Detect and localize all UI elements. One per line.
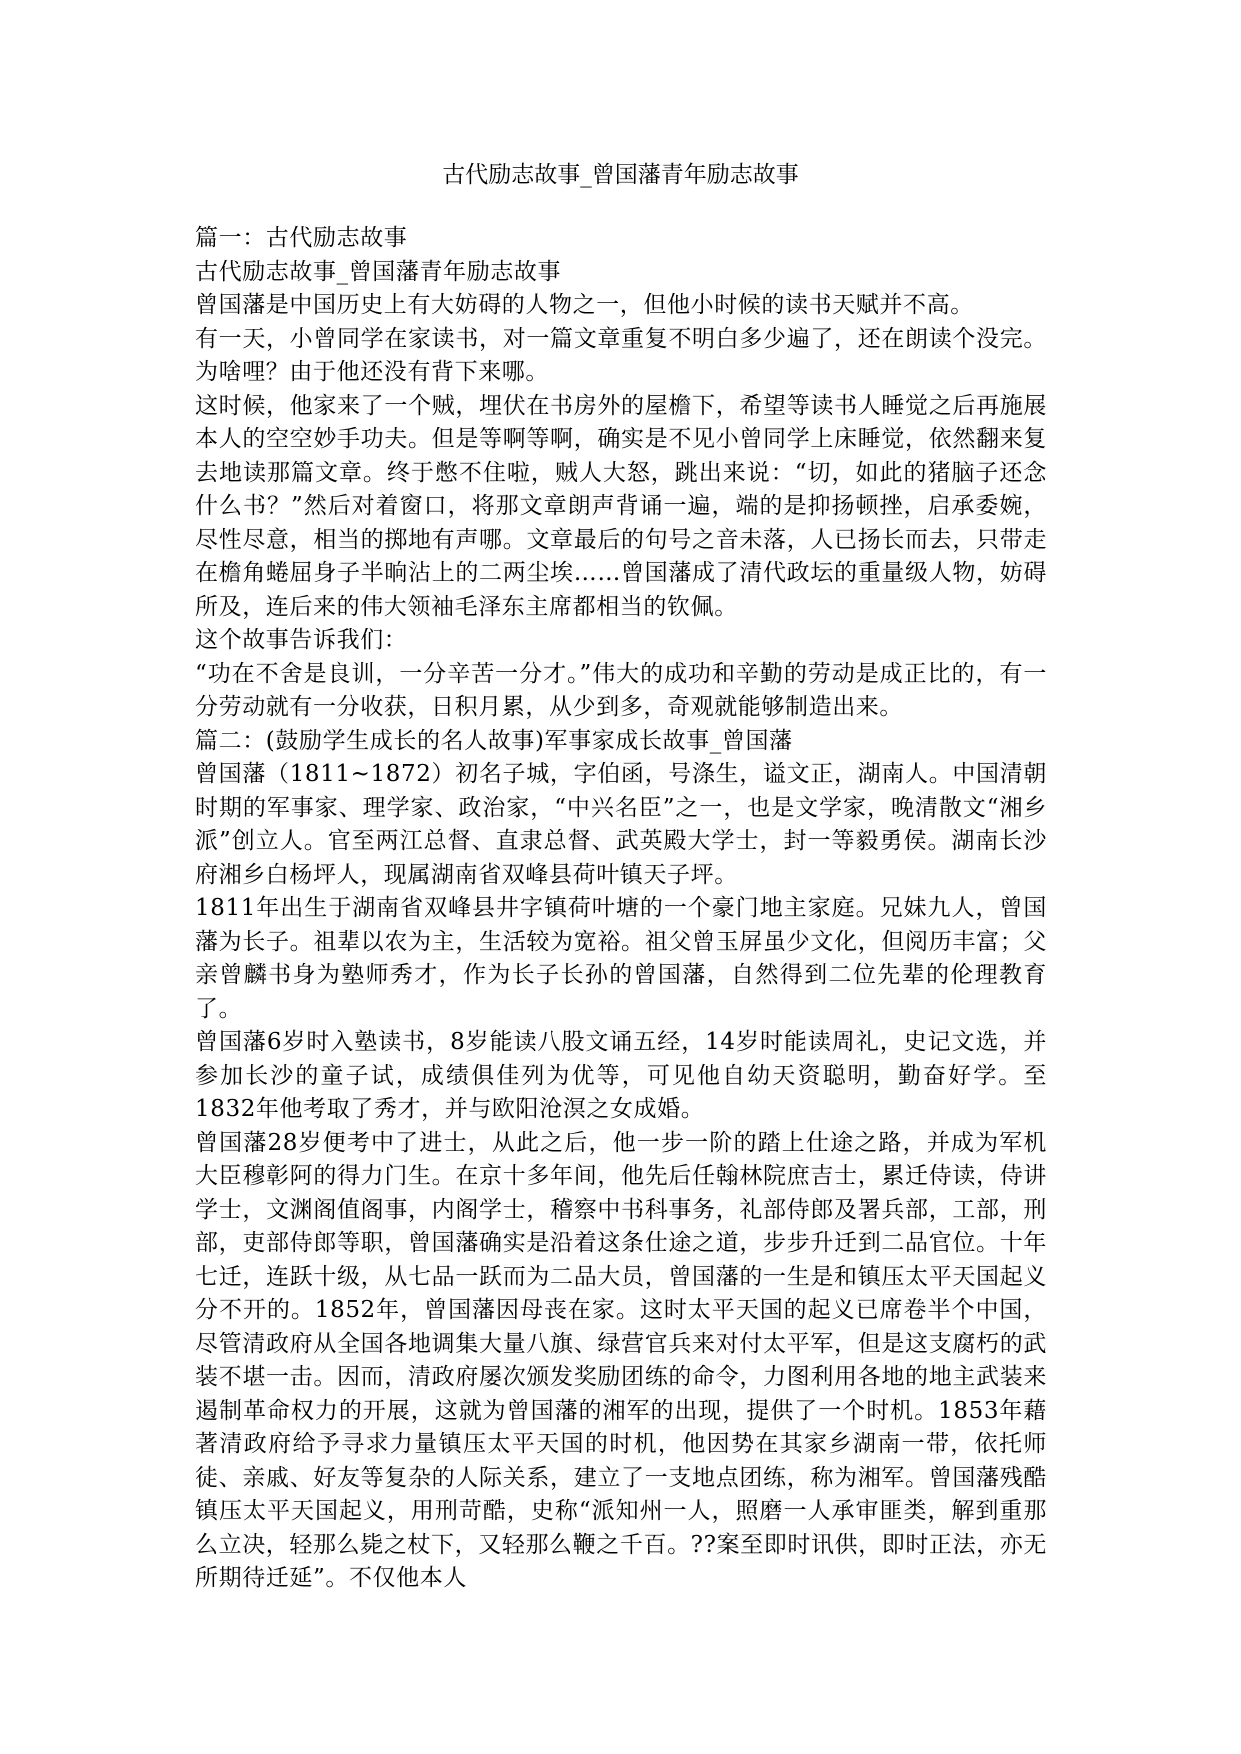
paragraph: 曾国藩28岁便考中了进士，从此之后，他一步一阶的踏上仕途之路，并成为军机大臣穆彰阿的得力门生。在京十多年间，他先后任翰林院庶吉士，累迁侍读，侍讲学士，文渊阁值阁事，内阁学士，稽察中书科事务，礼部侍郎及署兵部，工部，刑部，吏部侍郎等职，曾国藩确实是沿着这条仕途之道，步步升迁到二品官位。十年七迁，连跃十级，从七品一跃而为二品大员，曾国藩的一生是和镇压太平天国起义分不开的。1852年，曾国藩因母丧在家。这时太平天国的起义已席卷半个中国，尽管清政府从全国各地调集大量八旗、绿营官兵来对付太平军，但是这支腐朽的武装不堪一击。因而，清政府屡次颁发奖励团练的命令，力图利用各地的地主武装来遏制革命权力的开展，这就为曾国藩的湘军的出现，提供了一个时机。1853年藉著清政府给予寻求力量镇压太平天国的时机，他因势在其家乡湖南一带，依托师徒、亲戚、好友等复杂的人际关系，建立了一支地点团练，称为湘军。曾国藩残酷镇压太平天国起义，用刑苛酷，史称“派知州一人，照磨一人承审匪类，解到重那么立决，轻那么毙之杖下，又轻那么鞭之千百。??案至即时讯供，即时正法，亦无所期待迁延”。不仅他本人 bbox=[195, 1129, 1047, 1591]
paragraph: 这时候，他家来了一个贼，埋伏在书房外的屋檐下，希望等读书人睡觉之后再施展本人的空空妙手功夫。但是等啊等啊，确实是不见小曾同学上床睡觉，依然翻来复去地读那篇文章。终于憋不住啦，贼人大怒，跳出来说：“切，如此的猪脑子还念什么书？”然后对着窗口，将那文章朗声背诵一遍，端的是抑扬顿挫，启承委婉，尽性尽意，相当的掷地有声哪。文章最后的句号之音未落，人已扬长而去，只带走在檐角蜷屈身子半晌沾上的二两尘埃……曾国藩成了清代政坛的重量级人物，妨碍所及，连后来的伟大领袖毛泽东主席都相当的钦佩。 bbox=[195, 392, 1047, 620]
section-subtitle: 古代励志故事_曾国藩青年励志故事 bbox=[195, 258, 562, 285]
section-heading-1: 篇一：古代励志故事 bbox=[195, 225, 408, 251]
document-body bbox=[195, 222, 1047, 1596]
paragraph: 曾国藩6岁时入塾读书，8岁能读八股文诵五经，14岁时能读周礼，史记文选，并参加长沙的童子试，成绩俱佳列为优等，可见他自幼天资聪明，勤奋好学。至1832年他考取了秀才，并与欧阳沧溟之女成婚。 bbox=[195, 1029, 1047, 1122]
document-title: 古代励志故事_曾国藩青年励志故事 bbox=[442, 162, 799, 188]
paragraph: 曾国藩（1811~1872）初名子城，字伯函，号涤生，谥文正，湖南人。中国清朝时期的军事家、理学家、政治家，“中兴名臣”之一，也是文学家，晚清散文“湘乡派”创立人。官至两江总督、直隶总督、武英殿大学士，封一等毅勇侯。湖南长沙府湘乡白杨坪人，现属湖南省双峰县荷叶镇天子坪。 bbox=[195, 761, 1047, 888]
paragraph: 曾国藩是中国历史上有大妨碍的人物之一，但他小时候的读书天赋并不高。 bbox=[195, 292, 974, 318]
paragraph: 1811年出生于湖南省双峰县井字镇荷叶塘的一个豪门地主家庭。兄妹九人，曾国藩为长子。祖辈以农为主，生活较为宽裕。祖父曾玉屏虽少文化，但阅历丰富；父亲曾麟书身为塾师秀才，作为长子长孙的曾国藩，自然得到二位先辈的伦理教育了。 bbox=[195, 895, 1047, 1022]
section-heading-2: 篇二：(鼓励学生成长的名人故事)军事家成长故事_曾国藩 bbox=[195, 727, 793, 754]
paragraph: “功在不舍是良训，一分辛苦一分才。”伟大的成功和辛勤的劳动是成正比的，有一分劳动就有一分收获，日积月累，从少到多，奇观就能够制造出来。 bbox=[195, 660, 1047, 720]
paragraph: 这个故事告诉我们： bbox=[195, 627, 408, 653]
paragraph: 有一天，小曾同学在家读书，对一篇文章重复不明白多少遍了，还在朗读个没完。为啥哩？由于他还没有背下来哪。 bbox=[195, 325, 1047, 385]
